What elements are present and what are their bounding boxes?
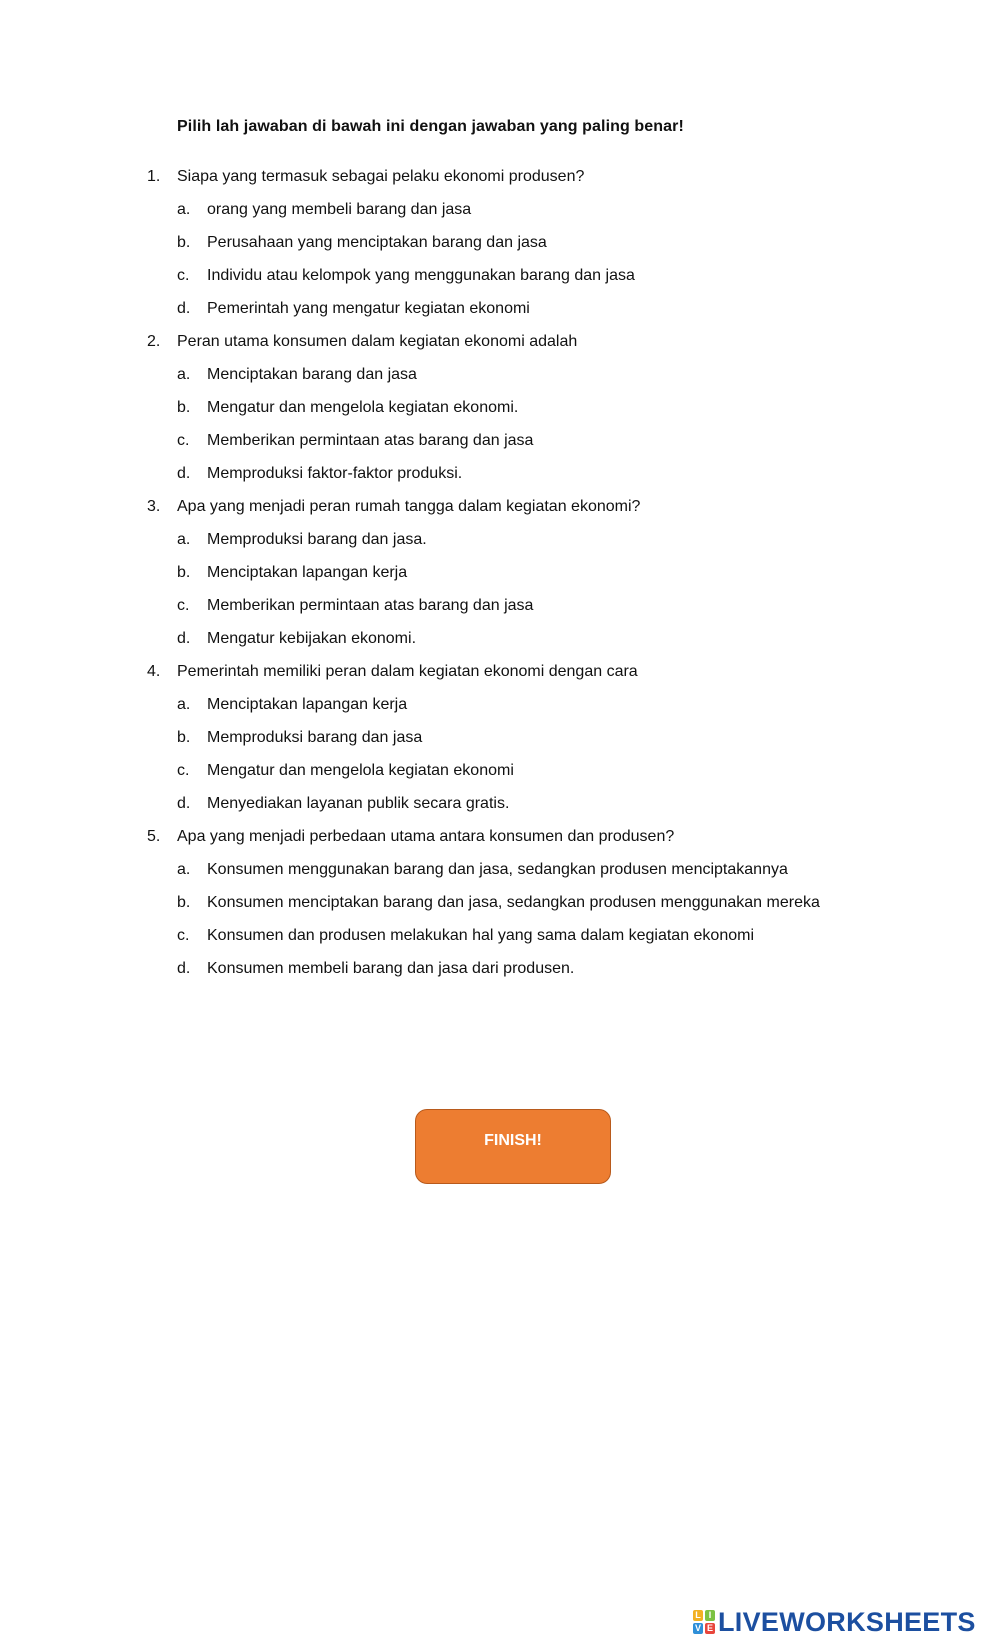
- option-text: Memberikan permintaan atas barang dan jasa: [207, 597, 534, 614]
- option-text: Memproduksi barang dan jasa.: [207, 531, 427, 548]
- option-text: Konsumen menciptakan barang dan jasa, sedangkan produsen menggunakan mereka: [207, 894, 820, 911]
- option-letter: a.: [177, 201, 191, 218]
- option-text: Konsumen menggunakan barang dan jasa, sedangkan produsen menciptakannya: [207, 861, 788, 878]
- finish-button-label: FINISH!: [484, 1132, 542, 1149]
- option-text: Memproduksi faktor-faktor produksi.: [207, 465, 463, 482]
- option-letter: d.: [177, 795, 191, 812]
- question-text: Peran utama konsumen dalam kegiatan ekonomi adalah: [177, 333, 578, 350]
- option-letter: a.: [177, 366, 191, 383]
- option-letter: a.: [177, 696, 191, 713]
- option-text: Menciptakan lapangan kerja: [207, 696, 408, 713]
- option-text: Menciptakan barang dan jasa: [207, 366, 417, 383]
- question-number: 2.: [147, 333, 161, 350]
- option-letter: c.: [177, 267, 190, 284]
- question-text: Pemerintah memiliki peran dalam kegiatan ekonomi dengan cara: [177, 663, 638, 680]
- liveworksheets-logo: [693, 1606, 976, 1638]
- option-text: orang yang membeli barang dan jasa: [207, 201, 472, 218]
- option-text: Individu atau kelompok yang menggunakan barang dan jasa: [207, 267, 635, 284]
- option-text: Mengatur dan mengelola kegiatan ekonomi.: [207, 399, 519, 416]
- option-text: Mengatur dan mengelola kegiatan ekonomi: [207, 762, 514, 779]
- option-letter: d.: [177, 465, 191, 482]
- question-text: Apa yang menjadi peran rumah tangga dalam kegiatan ekonomi?: [177, 498, 641, 515]
- option-letter: d.: [177, 630, 191, 647]
- logo-text: LIVEWORKSHEETS: [718, 1607, 976, 1637]
- option-letter: b.: [177, 234, 191, 251]
- option-letter: c.: [177, 762, 190, 779]
- option-text: Menyediakan layanan publik secara gratis.: [207, 795, 510, 812]
- question-number: 3.: [147, 498, 161, 515]
- question-number: 1.: [147, 168, 161, 185]
- instruction-heading: Pilih lah jawaban di bawah ini dengan jawaban yang paling benar!: [177, 118, 684, 135]
- option-letter: d.: [177, 960, 191, 977]
- option-letter: c.: [177, 597, 190, 614]
- option-letter: a.: [177, 531, 191, 548]
- option-text: Perusahaan yang menciptakan barang dan jasa: [207, 234, 547, 251]
- question-number: 5.: [147, 828, 161, 845]
- option-letter: c.: [177, 432, 190, 449]
- question-text: Siapa yang termasuk sebagai pelaku ekonomi produsen?: [177, 168, 585, 185]
- option-letter: b.: [177, 399, 191, 416]
- option-text: Memproduksi barang dan jasa: [207, 729, 423, 746]
- option-letter: b.: [177, 729, 191, 746]
- finish-button[interactable]: [415, 1109, 611, 1184]
- option-letter: b.: [177, 894, 191, 911]
- question-text: Apa yang menjadi perbedaan utama antara konsumen dan produsen?: [177, 828, 675, 845]
- option-text: Menciptakan lapangan kerja: [207, 564, 408, 581]
- option-letter: a.: [177, 861, 191, 878]
- option-text: Memberikan permintaan atas barang dan jasa: [207, 432, 534, 449]
- option-letter: d.: [177, 300, 191, 317]
- option-text: Konsumen membeli barang dan jasa dari produsen.: [207, 960, 575, 977]
- question-number: 4.: [147, 663, 161, 680]
- option-letter: c.: [177, 927, 190, 944]
- option-text: Pemerintah yang mengatur kegiatan ekonomi: [207, 300, 530, 317]
- option-text: Konsumen dan produsen melakukan hal yang sama dalam kegiatan ekonomi: [207, 927, 755, 944]
- logo-blocks-icon: L I V E: [694, 1610, 713, 1633]
- option-letter: b.: [177, 564, 191, 581]
- option-text: Mengatur kebijakan ekonomi.: [207, 630, 417, 647]
